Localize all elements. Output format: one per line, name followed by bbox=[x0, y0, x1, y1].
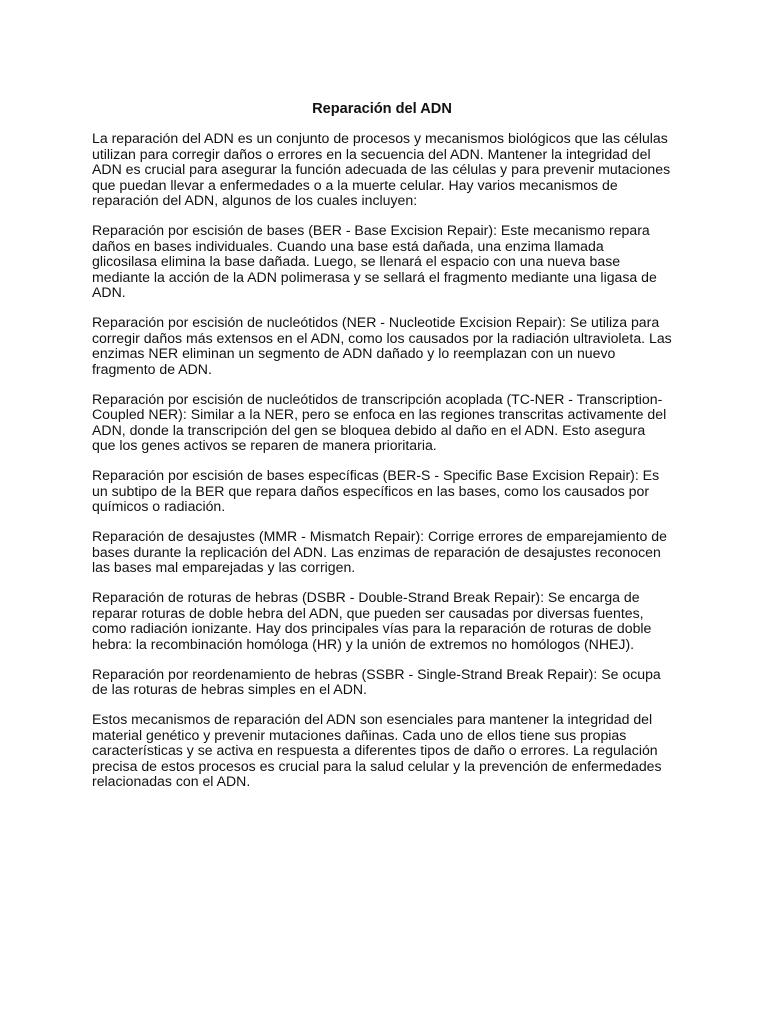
ssbr-paragraph: Reparación por reordenamiento de hebras (SSBR - Single-Strand Break Repair): Se ocupa de las roturas de hebras simples en el ADN. bbox=[92, 665, 661, 697]
intro-paragraph: La reparación del ADN es un conjunto de procesos y mecanismos biológicos que las células utilizan para corregir daños o errores en la secuencia del ADN. Mantener la integridad del ADN es crucial para asegurar la función adecuada de las células y para prevenir mutaciones que puedan llevar a enfermedades o a la muerte celular. Hay varios mecanismos de reparación del ADN, algunos de los cuales incluyen: bbox=[92, 130, 671, 208]
conclusion-paragraph: Estos mecanismos de reparación del ADN son esenciales para mantener la integridad del material genético y prevenir mutaciones dañinas. Cada uno de ellos tiene sus propias características y se activa en respuesta a diferentes tipos de daño o errores. La regulación precisa de estos procesos es crucial para la salud celular y la prevención de enfermedades relacionadas con el ADN. bbox=[92, 711, 662, 789]
ber-paragraph: Reparación por escisión de bases (BER - Base Excision Repair): Este mecanismo repara daños en bases individuales. Cuando una base está dañada, una enzima llamada glicosilasa elimina la base dañada. Luego, se llenará el espacio con una nueva base mediante la acción de la ADN polimerasa y se sellará el fragmento mediante una ligasa de ADN. bbox=[92, 222, 657, 300]
document-body bbox=[92, 100, 672, 804]
mmr-paragraph: Reparación de desajustes (MMR - Mismatch Repair): Corrige errores de emparejamiento de bases durante la replicación del ADN. Las enzimas de reparación de desajustes reconocen las bases mal emparejadas y las corrigen. bbox=[92, 528, 667, 575]
document-title: Reparación del ADN bbox=[312, 101, 452, 117]
dsbr-paragraph: Reparación de roturas de hebras (DSBR - Double-Strand Break Repair): Se encarga de reparar roturas de doble hebra del ADN, que pueden ser causadas por diversas fuentes, como radiación ionizante. Hay dos principales vías para la reparación de roturas de doble hebra: la recombinación homóloga (HR) y la unión de extremos no homólogos (NHEJ). bbox=[92, 589, 652, 652]
ber-s-paragraph: Reparación por escisión de bases específicas (BER-S - Specific Base Excision Repair): Es un subtipo de la BER que repara daños específicos en las bases, como los causados por químicos o radiación. bbox=[92, 467, 660, 514]
tc-ner-paragraph: Reparación por escisión de nucleótidos de transcripción acoplada (TC-NER - Transcription-Coupled NER): Similar a la NER, pero se enfoca en las regiones transcritas activamente del ADN, donde la transcripción del gen se bloquea debido al daño en el ADN. Esto asegura que los genes activos se reparen de manera prioritaria. bbox=[92, 390, 667, 453]
ner-paragraph: Reparación por escisión de nucleótidos (NER - Nucleotide Excision Repair): Se utiliza para corregir daños más extensos en el ADN, como los causados por la radiación ultravioleta. Las enzimas NER eliminan un segmento de ADN dañado y lo reemplazan con un nuevo fragmento de ADN. bbox=[92, 314, 672, 377]
